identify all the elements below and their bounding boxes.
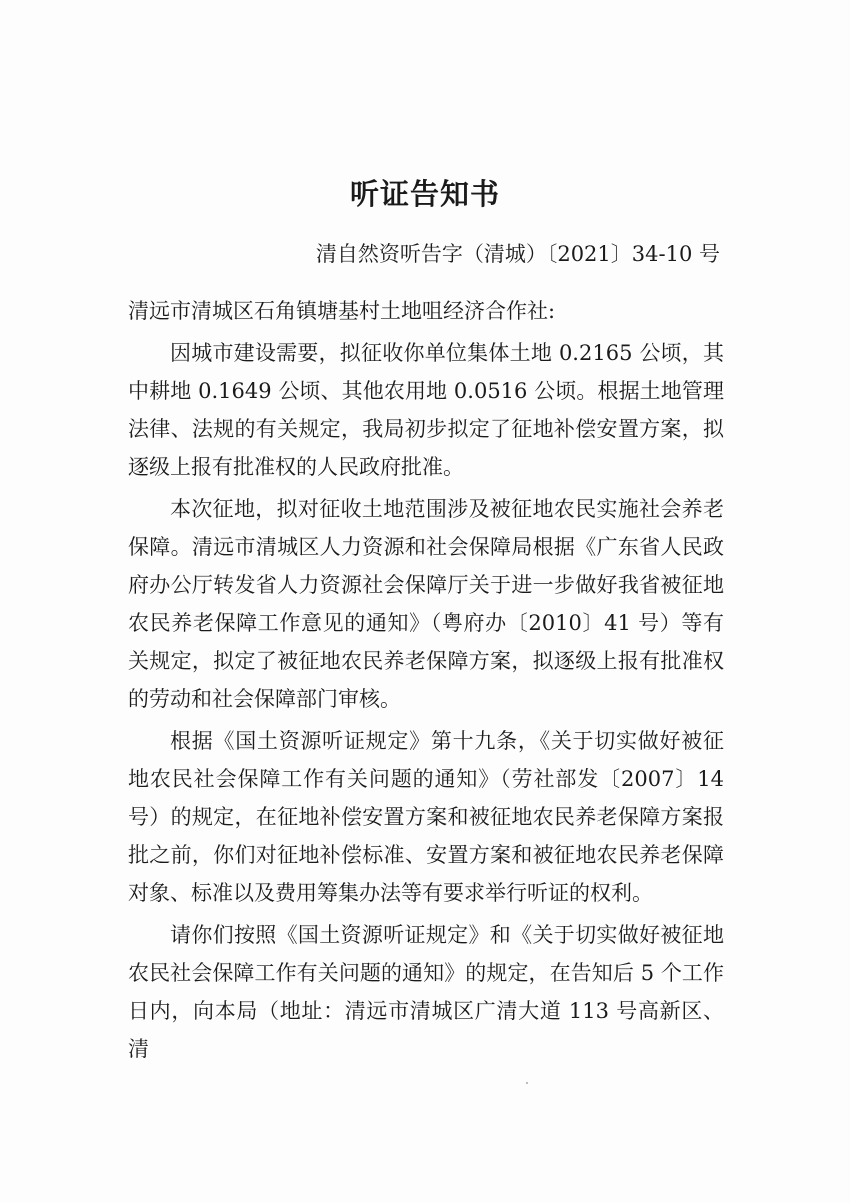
- addressee: 清远市清城区石角镇塘基村土地咀经济合作社:: [128, 299, 556, 323]
- document-number: 清自然资听告字（清城）〔2021〕34-10 号: [315, 242, 720, 266]
- document-title: 听证告知书: [349, 177, 500, 211]
- document-body: [128, 292, 724, 1072]
- scan-dot: [526, 1082, 528, 1084]
- paragraph-1: 因城市建设需要，拟征收你单位集体土地 0.2165 公顷，其中耕地 0.1649 公顷、其他农用地 0.0516 公顷。根据土地管理法律、法规的有关规定，我局初步拟定了征地补偿安置方案，拟逐级上报有批准权的人民政府批准。: [128, 341, 724, 479]
- paragraph-4: 请你们按照《国土资源听证规定》和《关于切实做好被征地农民社会保障工作有关问题的通知》的规定，在告知后 5 个工作日内，向本局（地址：清远市清城区广清大道 113 号高新区、清: [128, 923, 724, 1061]
- paragraph-3: 根据《国土资源听证规定》第十九条，《关于切实做好被征地农民社会保障工作有关问题的通知》（劳社部发〔2007〕14 号）的规定，在征地补偿安置方案和被征地农民养老保障方案报批之前，你们对征地补偿标准、安置方案和被征地农民养老保障对象、标准以及费用筹集办法等有要求举行听证的权利。: [128, 729, 724, 905]
- paragraph-2: 本次征地，拟对征收土地范围涉及被征地农民实施社会养老保障。清远市清城区人力资源和社会保障局根据《广东省人民政府办公厅转发省人力资源社会保障厅关于进一步做好我省被征地农民养老保障工作意见的通知》（粤府办〔2010〕41 号）等有关规定，拟定了被征地农民养老保障方案，拟逐级上报有批准权的劳动和社会保障部门审核。: [128, 497, 724, 711]
